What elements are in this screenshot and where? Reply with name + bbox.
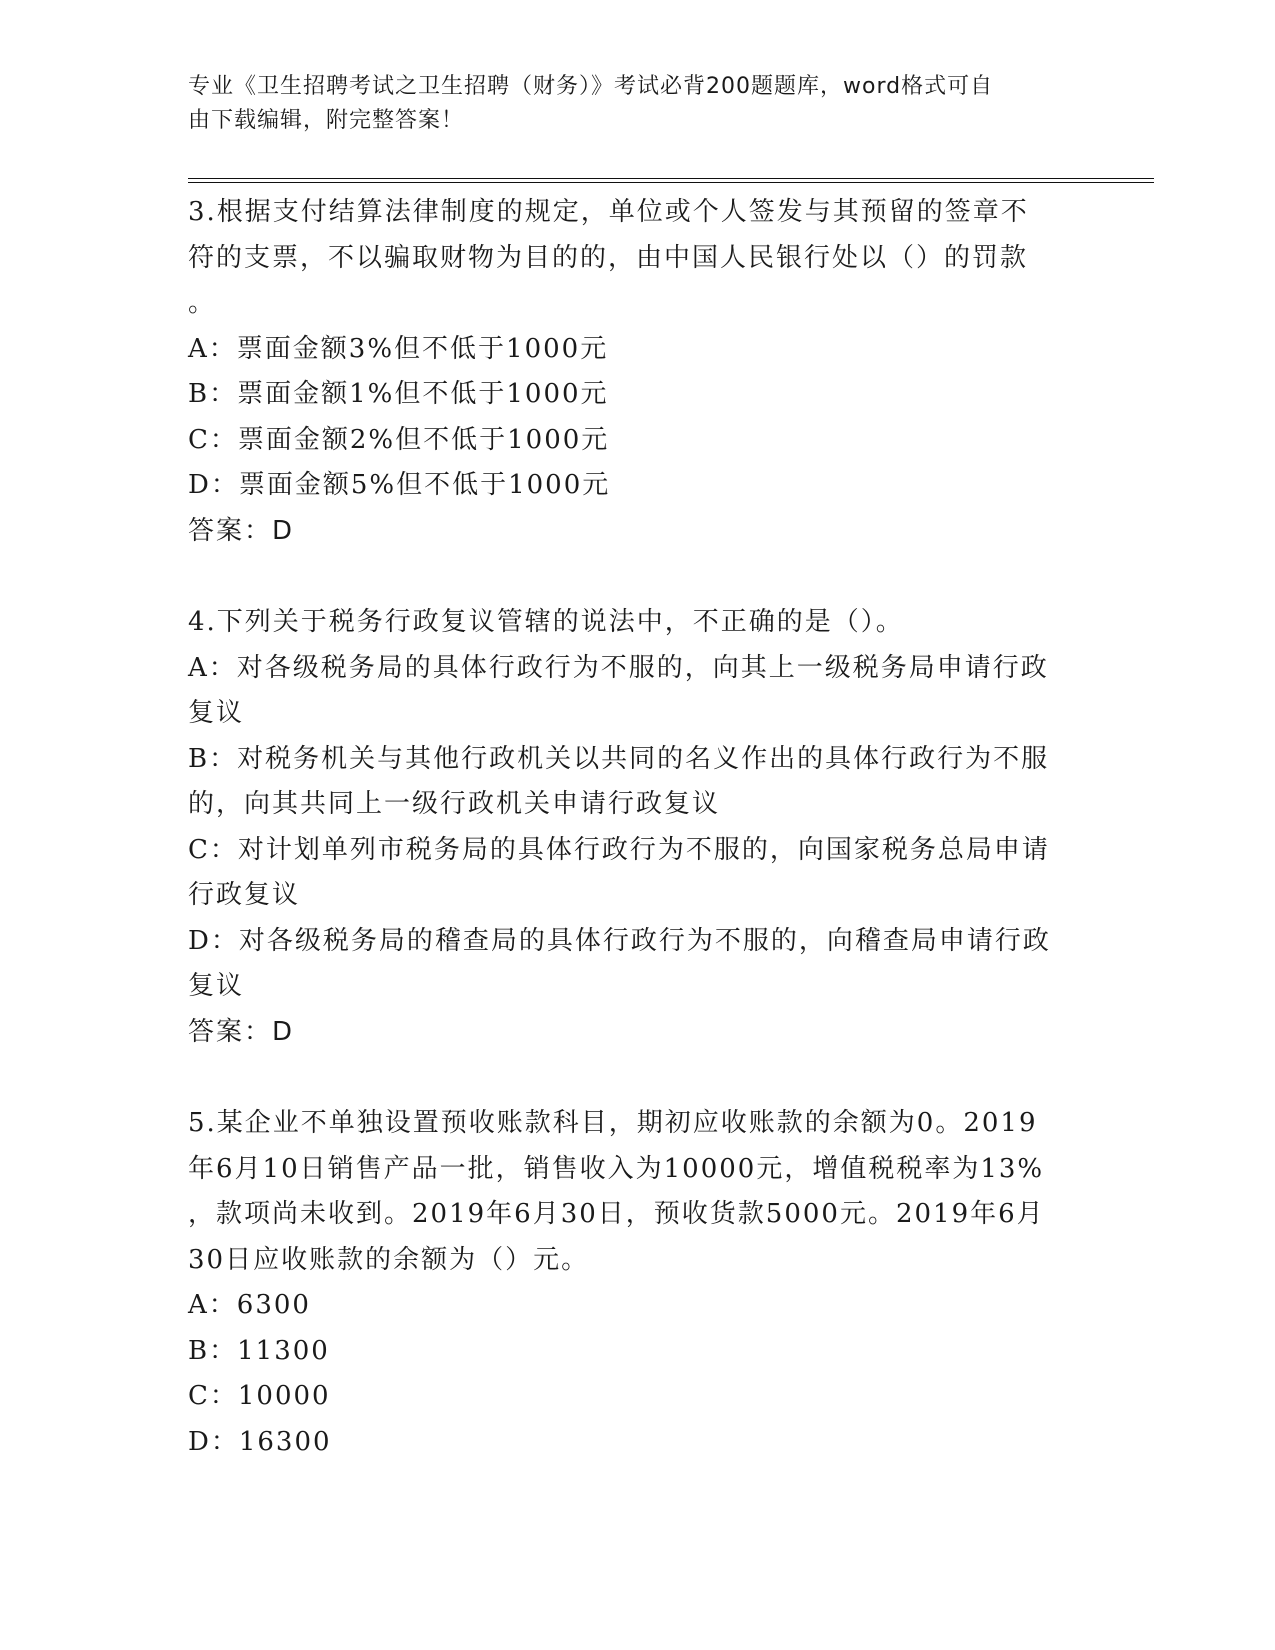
option-line: B：11300 [188, 1335, 330, 1366]
option-line: 行政复议 [188, 880, 301, 910]
option-line: A：6300 [188, 1290, 311, 1320]
question-stem-line: ，款项尚未收到。2019年6月30日，预收货款5000元。2019年6月 [188, 1199, 1045, 1229]
option-line: D：16300 [188, 1426, 332, 1457]
answer-line: 答案：D [188, 515, 295, 546]
answer-line: 答案：D [188, 1016, 295, 1047]
question-block [188, 600, 1088, 1055]
question-block [188, 190, 1088, 554]
question-stem-line: 符的支票，不以骗取财物为目的的，由中国人民银行处以（）的罚款 [188, 242, 1029, 273]
question-stem-line: 3.根据支付结算法律制度的规定，单位或个人签发与其预留的签章不 [188, 197, 1029, 227]
header-divider [188, 182, 1154, 183]
question-stem-line: 年6月10日销售产品一批，销售收入为10000元，增值税税率为13% [188, 1153, 1045, 1184]
option-line: D：对各级税务局的稽查局的具体行政行为不服的，向稽查局申请行政 [188, 925, 1051, 956]
header-line: 由下载编辑，附完整答案！ [188, 108, 465, 133]
question-stem-line: 。 [188, 288, 217, 318]
question-stem-line: 30日应收账款的余额为（）元。 [188, 1244, 590, 1275]
document-header [188, 70, 1068, 138]
question-stem-line: 5.某企业不单独设置预收账款科目，期初应收账款的余额为0。2019 [188, 1108, 1038, 1138]
option-line: B：对税务机关与其他行政机关以共同的名义作出的具体行政行为不服 [188, 743, 1050, 774]
question-list [188, 190, 1088, 1465]
question-stem-line: 4.下列关于税务行政复议管辖的说法中，不正确的是（）。 [188, 607, 904, 637]
question-block [188, 1101, 1088, 1465]
option-line: 复议 [188, 971, 245, 1001]
option-line: C：10000 [188, 1381, 331, 1411]
option-line: A：对各级税务局的具体行政行为不服的，向其上一级税务局申请行政 [188, 652, 1049, 683]
option-line: 复议 [188, 698, 245, 728]
option-line: A：票面金额3%但不低于1000元 [188, 333, 609, 364]
option-line: 的，向其共同上一级行政机关申请行政复议 [188, 789, 721, 819]
option-line: B：票面金额1%但不低于1000元 [188, 379, 609, 409]
header-divider [188, 178, 1154, 179]
header-line: 专业《卫生招聘考试之卫生招聘（财务）》考试必背200题题库，word格式可自 [188, 74, 994, 99]
option-line: D：票面金额5%但不低于1000元 [188, 470, 611, 500]
option-line: C：对计划单列市税务局的具体行政行为不服的，向国家税务总局申请 [188, 834, 1050, 865]
option-line: C：票面金额2%但不低于1000元 [188, 424, 610, 455]
